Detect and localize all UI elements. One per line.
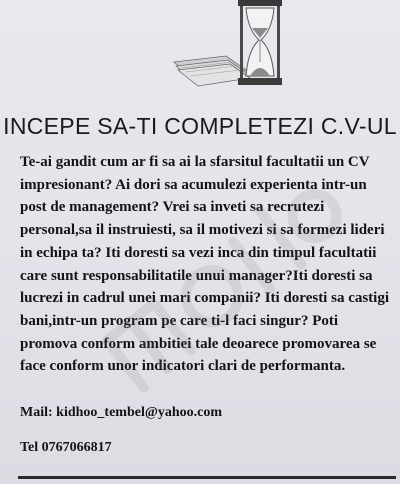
hourglass-money-icon [168, 0, 288, 92]
contact-phone: Tel 0767066817 [20, 440, 112, 455]
body-paragraph: Te-ai gandit cum ar fi sa ai la sfarsitul facultatii un CV impresionant? Ai dori sa acumulezi experienta intr-un post de management? Vrei sa inveti sa recrutezi personal,sa il instruiesti, sa il motivezi si sa formezi lideri in echipa ta? Iti doresti sa vezi inca din timpul facultatii care sunt responsabilitatile unui manager?Iti doresti sa lucrezi in cadrul unei mari companii? Iti doresti sa castigi bani,intr-un program pe care ti-l faci singur? Poti promova conform ambitiei tale deoarece promovarea se face conform unor indicatori clari de performanta. [20, 154, 390, 375]
page-title: INCEPE SA-TI COMPLETEZI C.V-UL [3, 113, 397, 139]
contact-email: Mail: kidhoo_tembel@yahoo.com [20, 405, 223, 420]
bottom-divider [18, 476, 396, 479]
